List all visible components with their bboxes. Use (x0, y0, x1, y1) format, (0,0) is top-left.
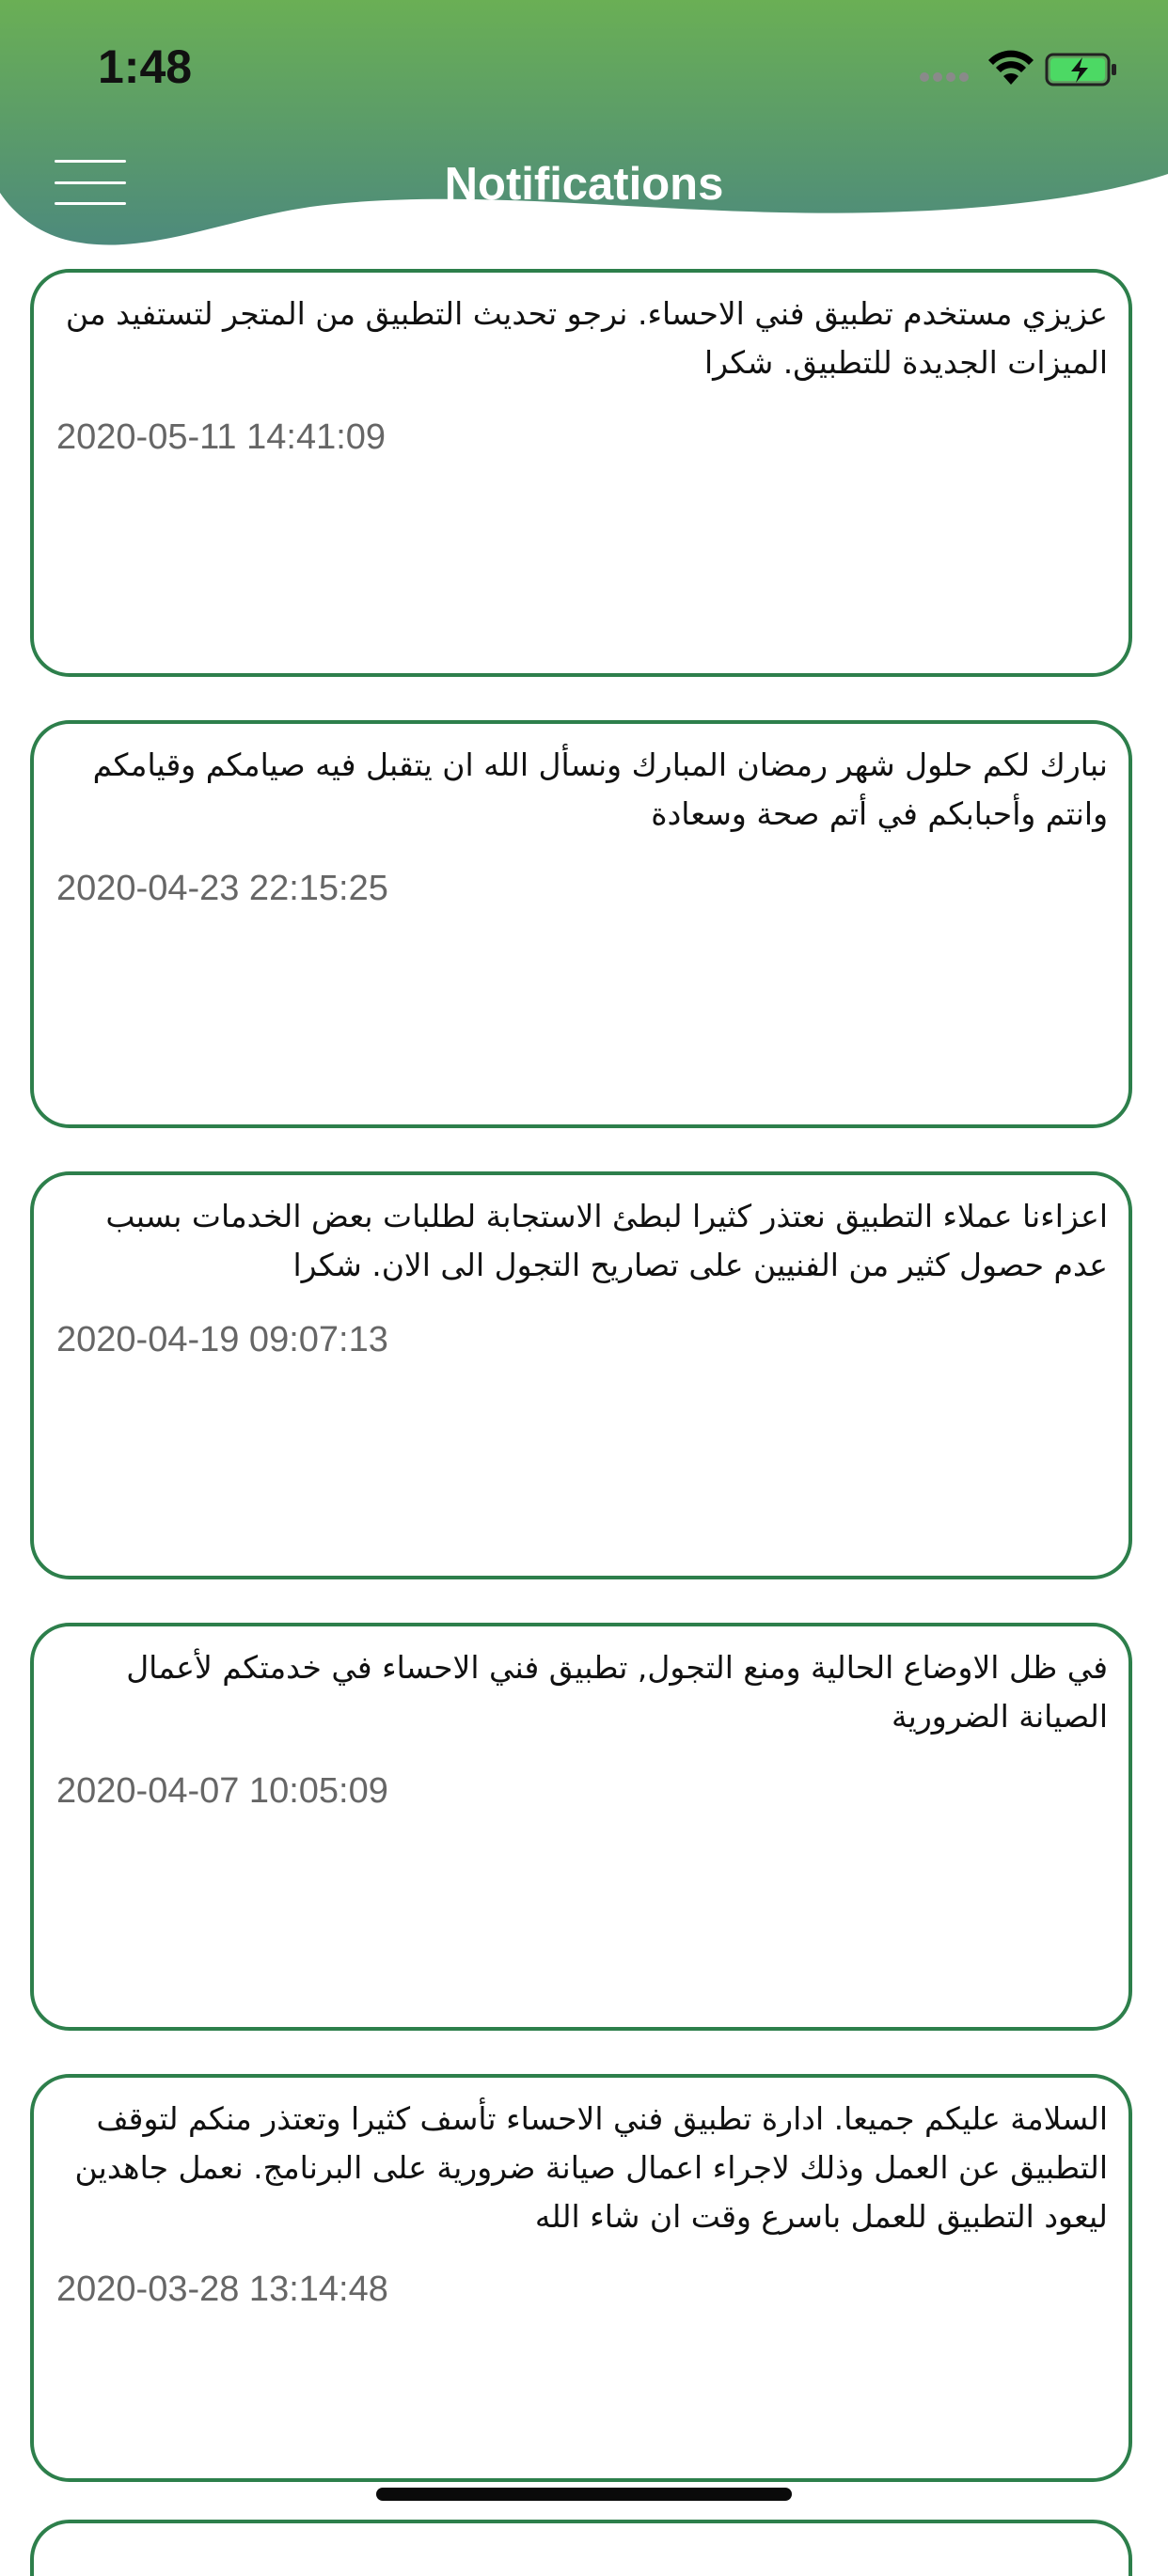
notification-message: نبارك لكم حلول شهر رمضان المبارك ونسأل الله ان يتقبل فيه صيامكم وقيامكم وانتم وأحبابكم في أتم صحة وسعادة (92, 746, 1108, 832)
notification-card[interactable] (30, 2520, 1132, 2576)
app-header (0, 0, 1168, 254)
notification-card[interactable] (30, 269, 1132, 677)
notification-card[interactable] (30, 2074, 1132, 2482)
signal-dots-icon (920, 72, 969, 82)
battery-charging-icon (1047, 55, 1116, 85)
notification-message: عزيزي مستخدم تطبيق فني الاحساء. نرجو تحديث التطبيق من المتجر لتستفيد من الميزات الجديدة للتطبيق. شكرا (65, 295, 1108, 381)
notification-card[interactable] (30, 1171, 1132, 1579)
status-time: 1:48 (98, 40, 193, 93)
notification-card[interactable] (30, 1623, 1132, 2031)
notification-date: 2020-03-28 13:14:48 (56, 2270, 388, 2309)
notification-date: 2020-04-07 10:05:09 (56, 1771, 388, 1811)
wifi-icon (988, 51, 1034, 85)
notification-date: 2020-04-19 09:07:13 (56, 1320, 388, 1359)
notification-date: 2020-05-11 14:41:09 (56, 417, 387, 457)
home-indicator[interactable] (376, 2488, 792, 2501)
notification-message: السلامة عليكم جميعا. ادارة تطبيق فني الاحساء تأسف كثيرا وتعتذر منكم لتوقف التطبيق عن العمل وذلك لاجراء اعمال صيانة ضرورية على البرنامج. نعمل جاهدين ليعود التطبيق للعمل باسرع وقت ان شاء الله (74, 2100, 1108, 2235)
notification-message: في ظل الاوضاع الحالية ومنع التجول, تطبيق فني الاحساء في خدمتكم لأعمال الصيانة الضرورية (126, 1649, 1108, 1735)
notification-date: 2020-04-23 22:15:25 (56, 869, 388, 908)
notification-card[interactable] (30, 720, 1132, 1128)
header-wave-background (0, 0, 1168, 254)
page-title: Notifications (444, 159, 724, 210)
notification-message: اعزاءنا عملاء التطبيق نعتذر كثيرا لبطئ الاستجابة لطلبات بعض الخدمات بسبب عدم حصول كثير من الفنيين على تصاريح التجول الى الان. شكرا (105, 1198, 1108, 1283)
